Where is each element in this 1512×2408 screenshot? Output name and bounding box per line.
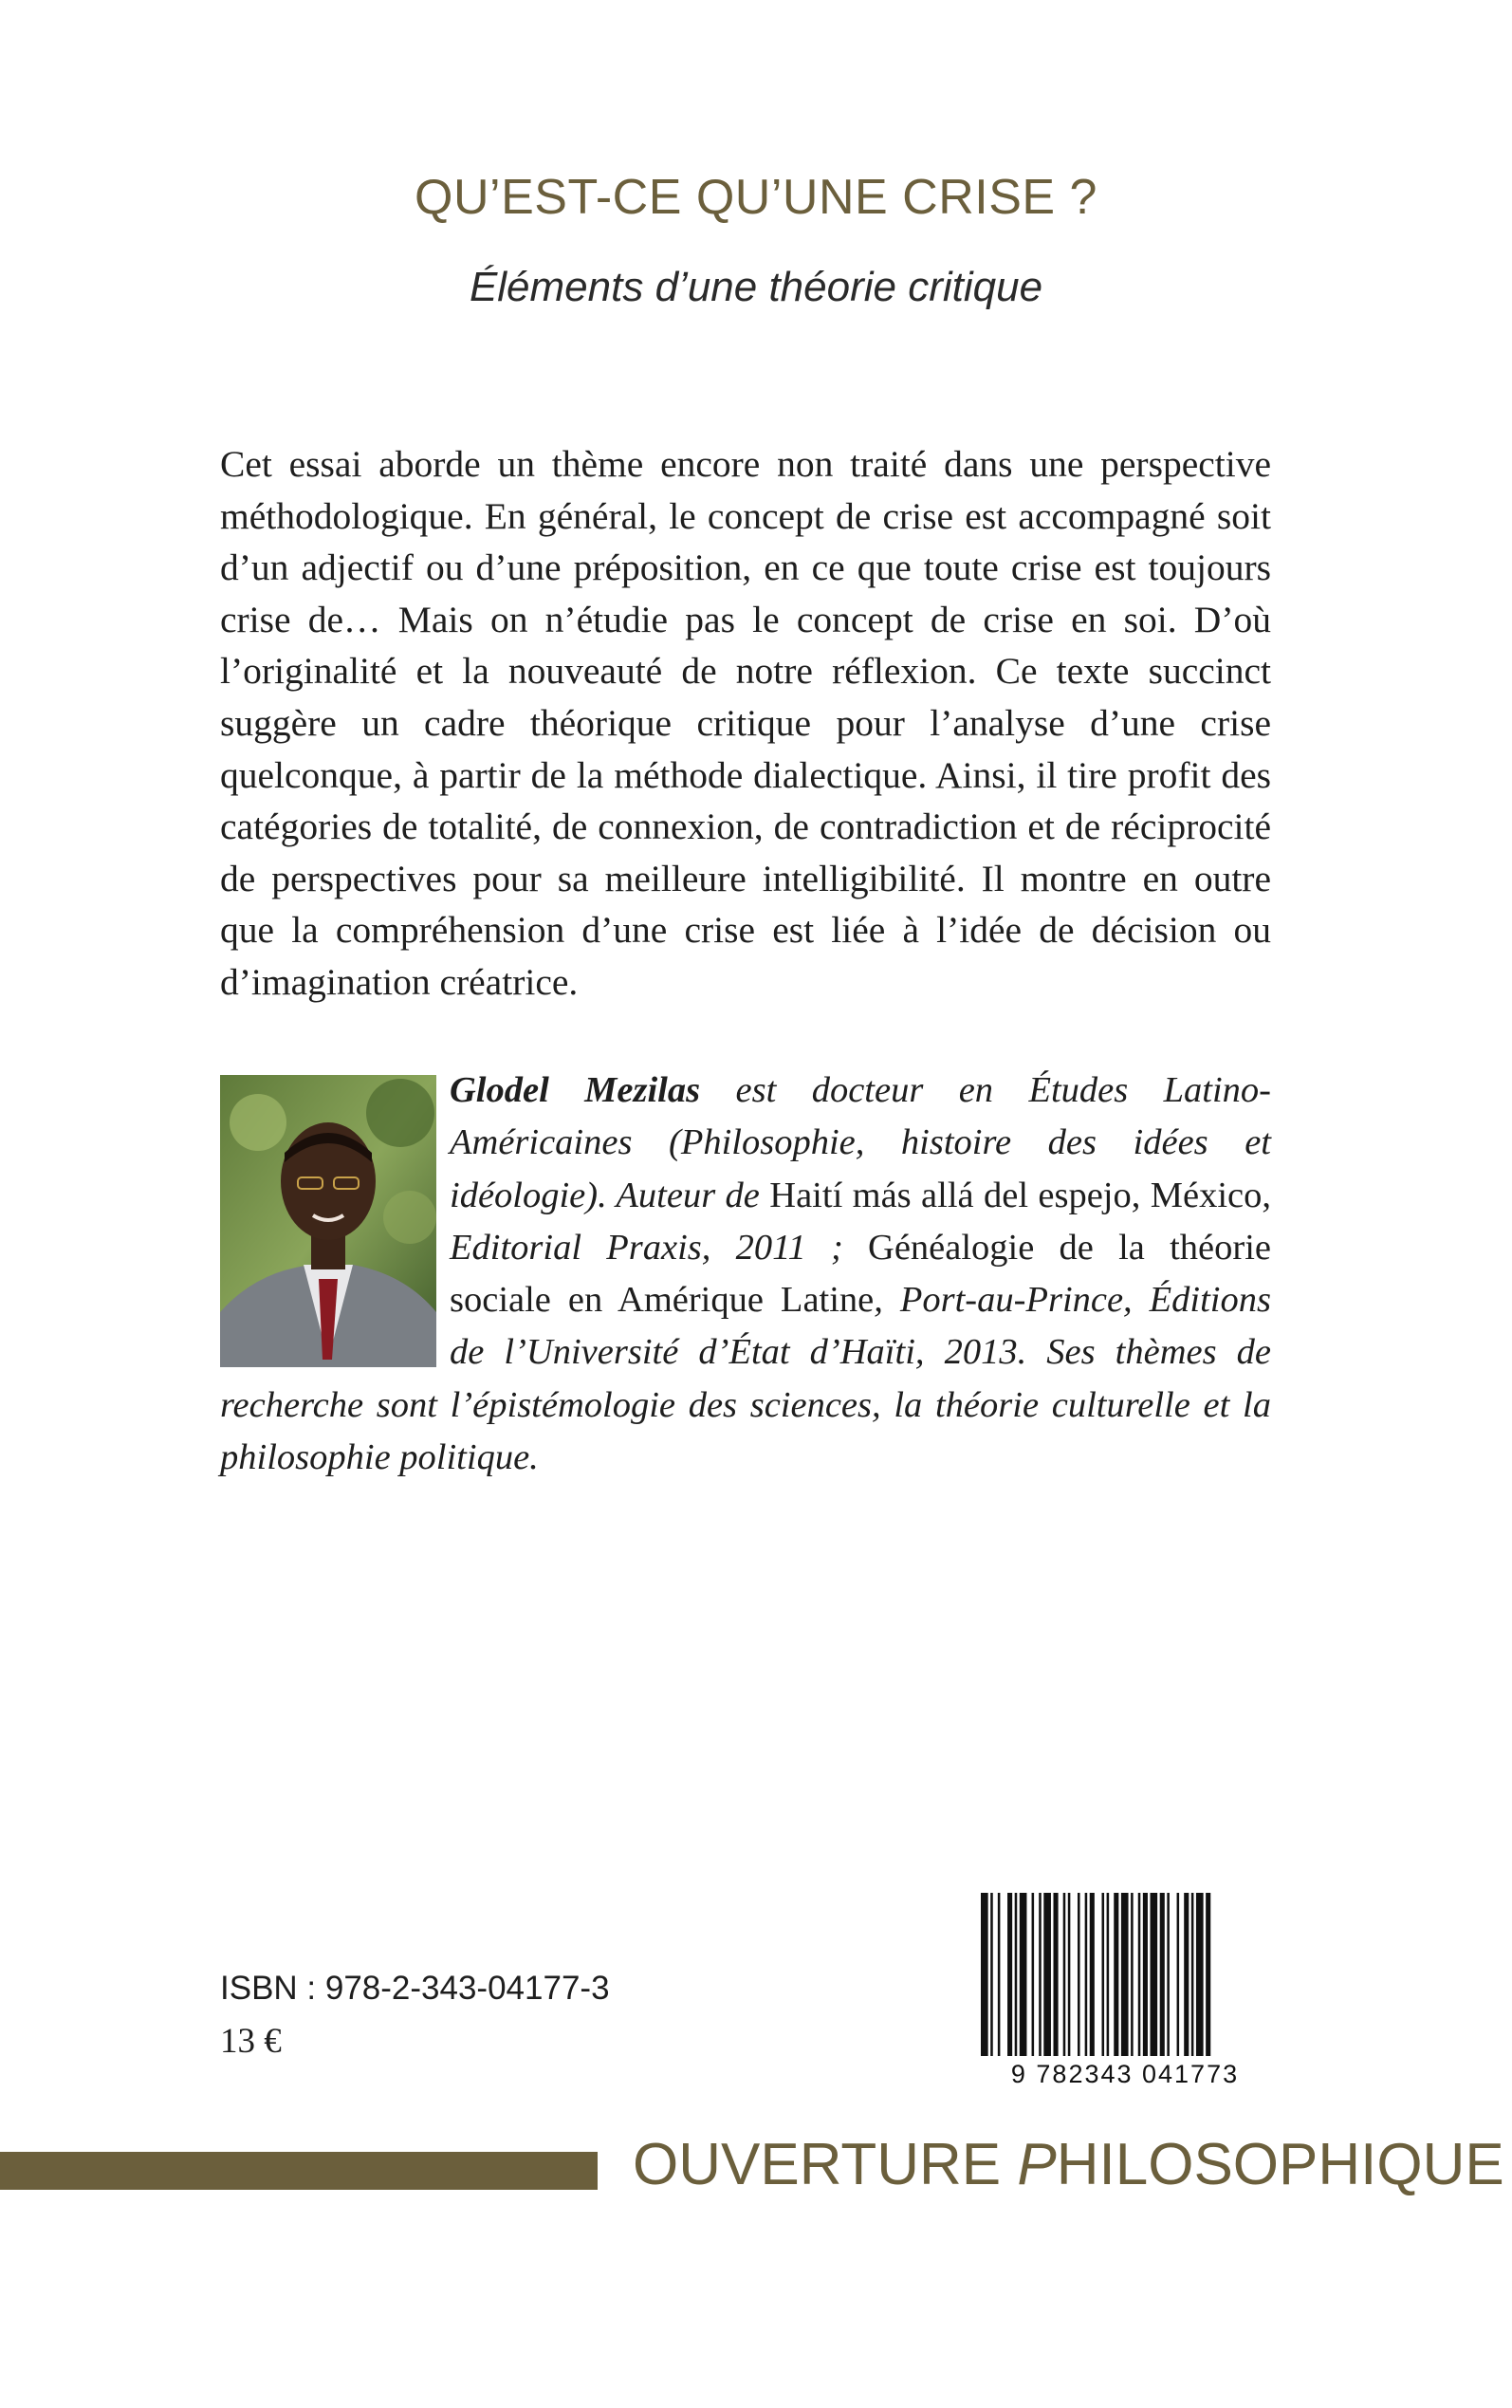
author-name: Glodel Mezilas xyxy=(450,1070,701,1110)
isbn: ISBN : 978-2-343-04177-3 xyxy=(220,1970,610,2007)
book-subtitle: Éléments d’une théorie critique xyxy=(469,264,1043,310)
book-title: QU’EST-CE QU’UNE CRISE ? xyxy=(415,170,1097,225)
author-bio: Glodel Mezilas est docteur en Études Latino-Américaines (Philosophie, histoire des idées et idéologie). Auteur de Haití más allá del espejo, México, Editorial Praxis, 2011 ; Généalogie de la théorie sociale en Amérique Latine, Port-au-Prince, Éditions de l’Université d’État d’Haïti, 2013. Ses thèmes de recherche sont l’épistémologie des sciences, la théorie culturelle et la philosophie politique. xyxy=(220,1070,1272,1478)
series-name: OUVERTURE PHILOSOPHIQUE xyxy=(633,2132,1504,2197)
book-title-1: Haití más allá del espejo xyxy=(769,1175,1132,1215)
book-title-2: Généalogie de la théorie sociale en Amérique Latine xyxy=(450,1227,1271,1321)
barcode-number: 9 782343 041773 xyxy=(1010,2060,1240,2088)
barcode xyxy=(979,1893,1271,2056)
price: 13 € xyxy=(220,2022,282,2061)
back-cover-blurb: Cet essai aborde un thème encore non traité dans une perspective méthodologique. En général, le concept de crise est accompagné soit d’un adjectif ou d’une préposition, en ce que toute crise est toujours crise de… Mais on n’étudie pas le concept de crise en soi. D’où l’originalité et la nouveauté de notre réflexion. Ce texte succinct suggère un cadre théorique critique pour l’analyse d’une crise quelconque, à partir de la méthode dialectique. Ainsi, il tire profit des catégories de totalité, de connexion, de contradiction et de réciprocité de perspectives pour sa meilleure intelligibilité. Il montre en outre que la compréhension d’une crise est liée à l’idée de décision ou d’imagination créatrice. xyxy=(220,443,1271,1003)
series-band xyxy=(0,2152,598,2190)
